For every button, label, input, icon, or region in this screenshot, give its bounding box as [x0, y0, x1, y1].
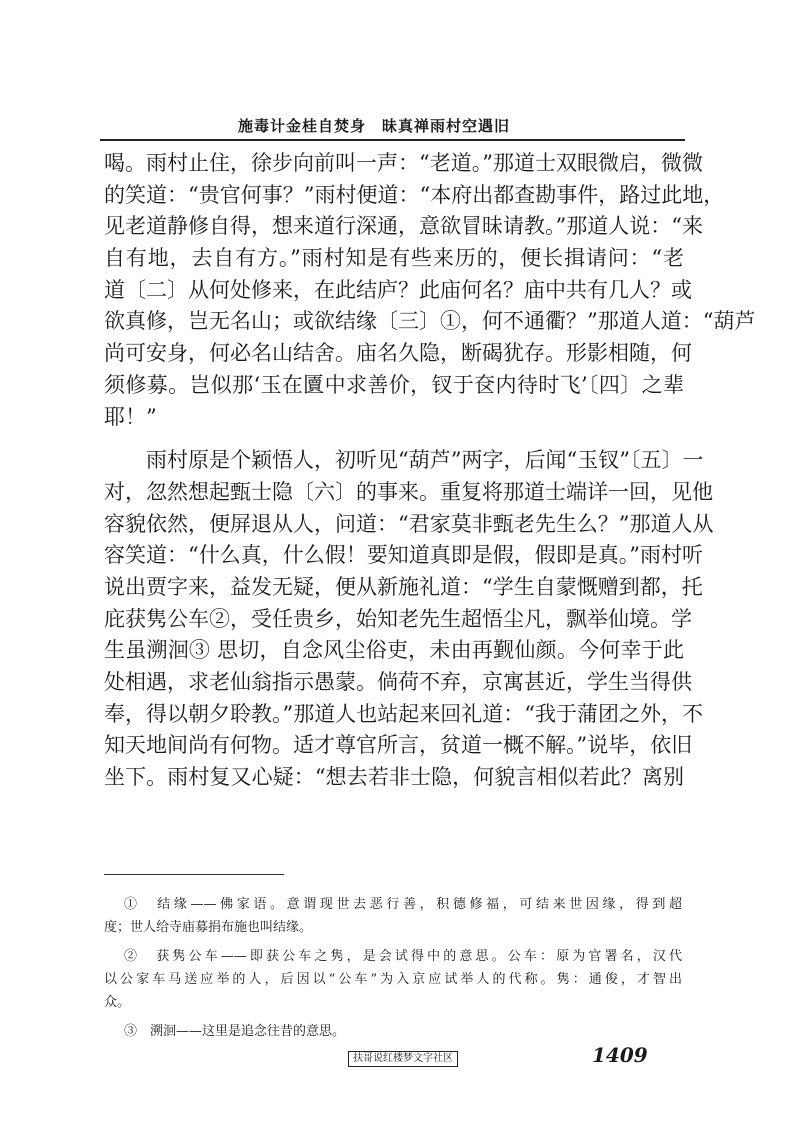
text-line: 欲真修，岂无名山；或欲结缘〔三〕①，何不通衢？”那道人道：“葫芦 [104, 309, 756, 334]
footnote-line: ③ 溯洄——这里是追念往昔的意思。 [124, 1024, 346, 1039]
footnotes [104, 893, 682, 1043]
footnote-line: 度；世人给寺庙募捐布施也叫结缘。 [104, 920, 313, 935]
footnote-rule [104, 874, 284, 875]
text-line: 对，忽然想起甄士隐〔六〕的事来。重复将那道士端详一回，见他 [104, 479, 713, 504]
text-line: 坐下。雨村复又心疑：“想去若非士隐，何貌言相似若此？离别 [104, 765, 684, 790]
text-line: 生虽溯洄③ 思切，自念风尘俗吏，未由再觐仙颜。今何幸于此 [104, 638, 684, 663]
body-text [104, 148, 756, 794]
footnote-line: 众。 [104, 995, 131, 1010]
text-line: 雨村原是个颖悟人，初听见“葫芦”两字，后闻“玉钗”〔五〕一 [146, 448, 704, 473]
text-line: 尚可安身，何必名山结舍。庙名久隐，断碣犹存。形影相随，何 [104, 341, 692, 366]
text-line: 须修募。岂似那‘玉在匵中求善价，钗于奁内待时飞’〔四〕之辈 [104, 372, 684, 397]
footnote-line: ① 结缘——佛家语。意谓现世去恶行善，积德修福，可结来世因缘，得到超 [124, 897, 682, 912]
text-line: 奉，得以朝夕聆教。”那道人也站起来回礼道：“我于蒲团之外，不 [104, 701, 703, 726]
text-line: 见老道静修自得，想来道行深通，意欲冒昧请教。”那道人说：“来 [104, 214, 703, 239]
text-line: 道〔二〕从何处修来，在此结庐？此庙何名？庙中共有几人？或 [104, 277, 692, 302]
paragraph-gap [104, 433, 684, 445]
running-header: 施毒计金桂自焚身 昧真禅雨村空遇旧 [238, 117, 511, 135]
text-line: 的笑道：“贵官何事？”雨村便道：“本府出都查勘事件，路过此地， [104, 182, 725, 207]
text-line: 容笑道：“什么真，什么假！要知道真即是假，假即是真。”雨村听 [104, 543, 703, 568]
text-line: 庇获隽公车②，受任贵乡，始知老先生超悟尘凡，飘举仙境。学 [104, 606, 692, 631]
footnote-line: 以公家车马送应举的人，后因以“公车”为入京应试举人的代称。隽：通俊，才智出 [104, 972, 682, 987]
text-line: 处相遇，求老仙翁指示愚蒙。倘荷不弃，京寓甚近，学生当得供 [104, 670, 692, 694]
text-line: 知天地间尚有何物。适才尊官所言，贫道一概不解。”说毕，依旧 [104, 733, 693, 758]
text-line: 容貌依然，便屏退从人，问道：“君家莫非甄老先生么？”那道人从 [104, 511, 714, 536]
text-line: 耶！” [104, 404, 157, 429]
page-number: 1409 [592, 1043, 648, 1067]
community-stamp: 扶哥说红楼梦文字社区 [348, 1051, 458, 1067]
text-line: 自有地，去自有方。”雨村知是有些来历的，便长揖请问：“老 [104, 246, 684, 271]
footnote-line: ② 获隽公车——即获公车之隽，是会试得中的意思。公车：原为官署名，汉代 [124, 949, 682, 964]
text-line: 喝。雨村止住，徐步向前叫一声：“老道。”那道士双眼微启，微微 [104, 151, 703, 175]
text-line: 说出贾字来，益发无疑，便从新施礼道：“学生自蒙慨赠到都，托 [104, 574, 703, 599]
header-rule [100, 139, 685, 141]
